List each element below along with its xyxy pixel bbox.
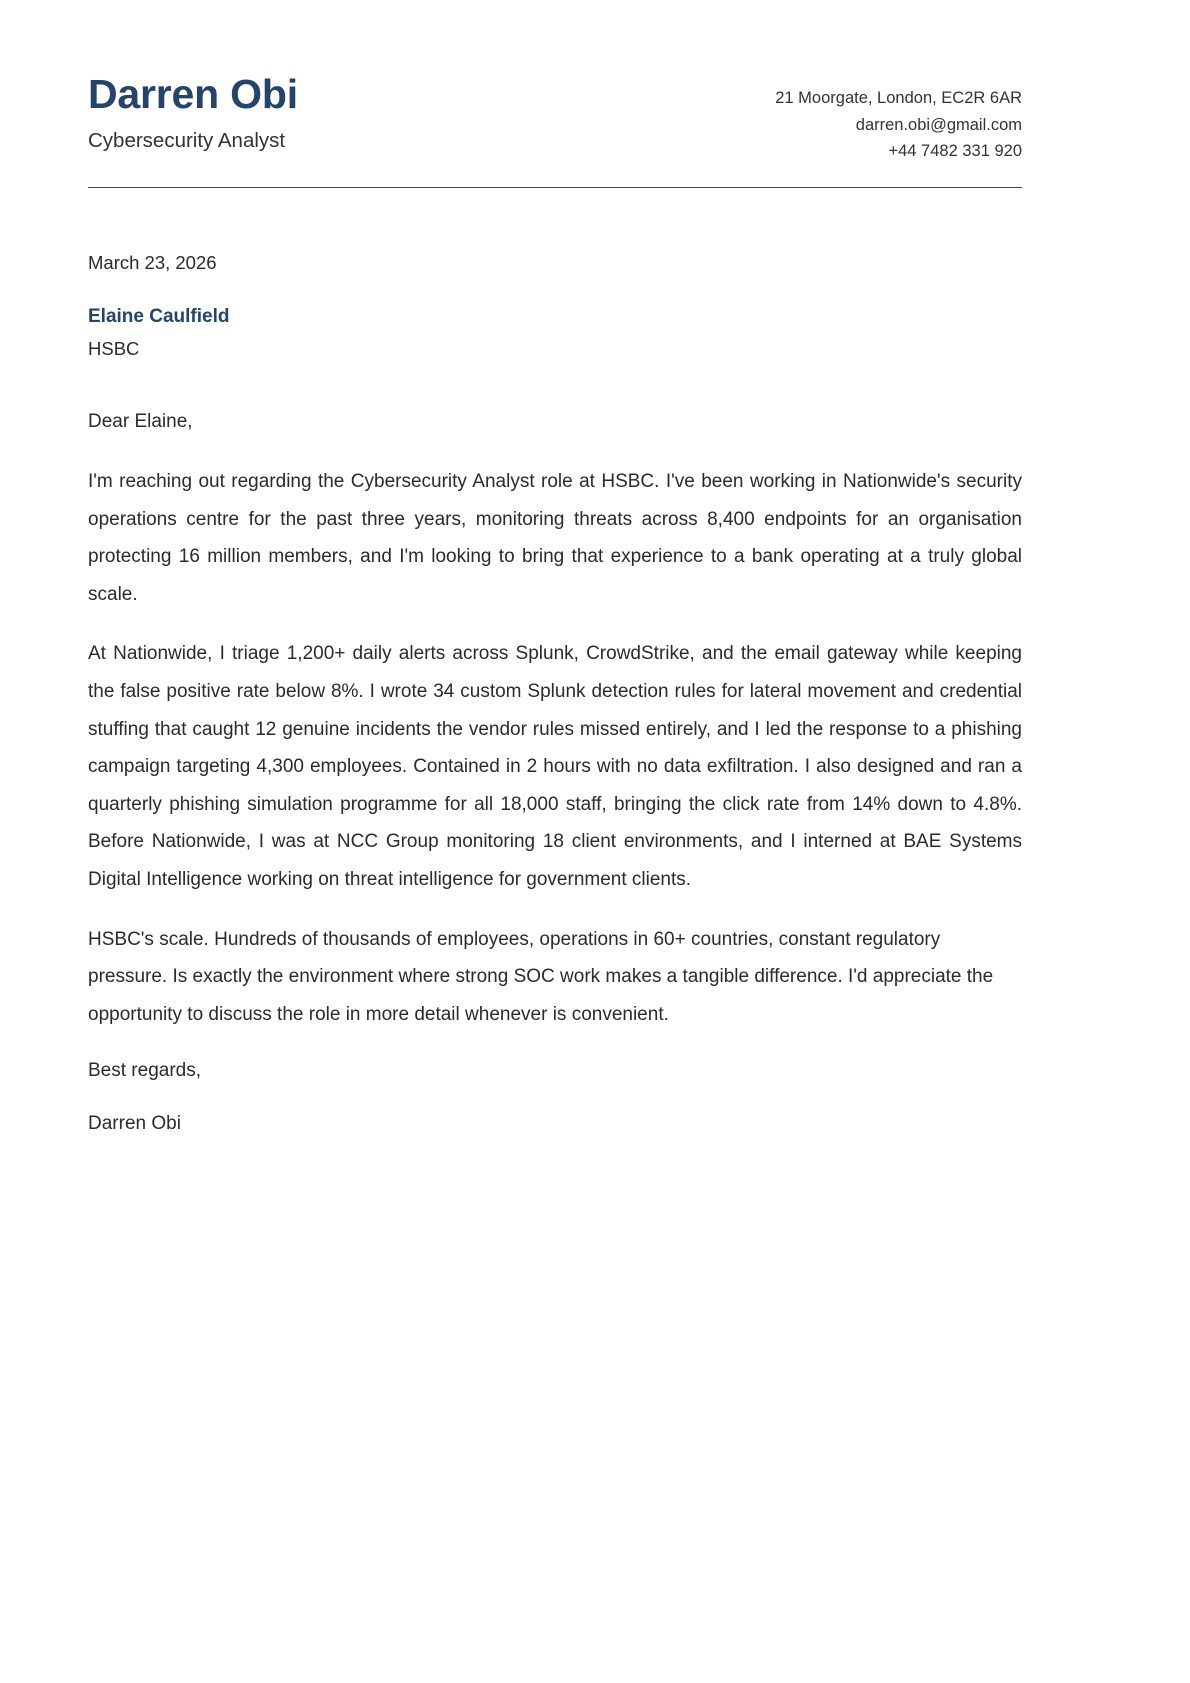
salutation: Dear Elaine,	[88, 411, 193, 433]
body-paragraph-1: I'm reaching out regarding the Cybersecurity Analyst role at HSBC. I've been working in Nationwide's security operations centre for the past three years, monitoring threats across 8,400 endpoints for an organisation protecting 16 million members, and I'm looking to bring that experience to a bank operating at a truly global scale.	[88, 470, 1022, 605]
signature-name: Darren Obi	[88, 1112, 181, 1134]
letter-date: March 23, 2026	[88, 252, 217, 274]
contact-email[interactable]: darren.obi@gmail.com	[855, 115, 1022, 134]
recipient-name: Elaine Caulfield	[88, 306, 230, 328]
closing-salutation: Best regards,	[88, 1060, 201, 1082]
job-title: Cybersecurity Analyst	[88, 128, 286, 152]
body-paragraph-3: HSBC's scale. Hundreds of thousands of employees, operations in 60+ countries, constant regulatory pressure. Is exactly the environment where strong SOC work makes a tangible difference. I'd appreciate the opportunity to discuss the role in more detail whenever is convenient.	[88, 928, 994, 1025]
page-title: Darren Obi	[88, 71, 298, 117]
recipient-block	[88, 303, 1022, 362]
header-divider	[88, 187, 1022, 188]
body-paragraph-2: At Nationwide, I triage 1,200+ daily alerts across Splunk, CrowdStrike, and the email gateway while keeping the false positive rate below 8%. I wrote 34 custom Splunk detection rules for lateral movement and credential stuffing that caught 12 genuine incidents the vendor rules missed entirely, and I led the response to a phishing campaign targeting 4,300 employees. Contained in 2 hours with no data exfiltration. I also designed and ran a quarterly phishing simulation programme for all 18,000 staff, bringing the click rate from 14% down to 4.8%. Before Nationwide, I was at NCC Group monitoring 18 client environments, and I interned at BAE Systems Digital Intelligence working on threat intelligence for government clients.	[88, 643, 1022, 890]
letter-sheet	[88, 0, 1022, 1138]
identity-block	[88, 72, 298, 154]
letter-meta	[88, 250, 1022, 362]
contact-address: 21 Moorgate, London, EC2R 6AR	[775, 89, 1022, 107]
letter-header	[88, 0, 1022, 165]
contact-block	[775, 72, 1022, 165]
letter-body	[88, 408, 1022, 1138]
recipient-company: HSBC	[88, 337, 140, 359]
contact-phone[interactable]: +44 7482 331 920	[888, 142, 1022, 161]
